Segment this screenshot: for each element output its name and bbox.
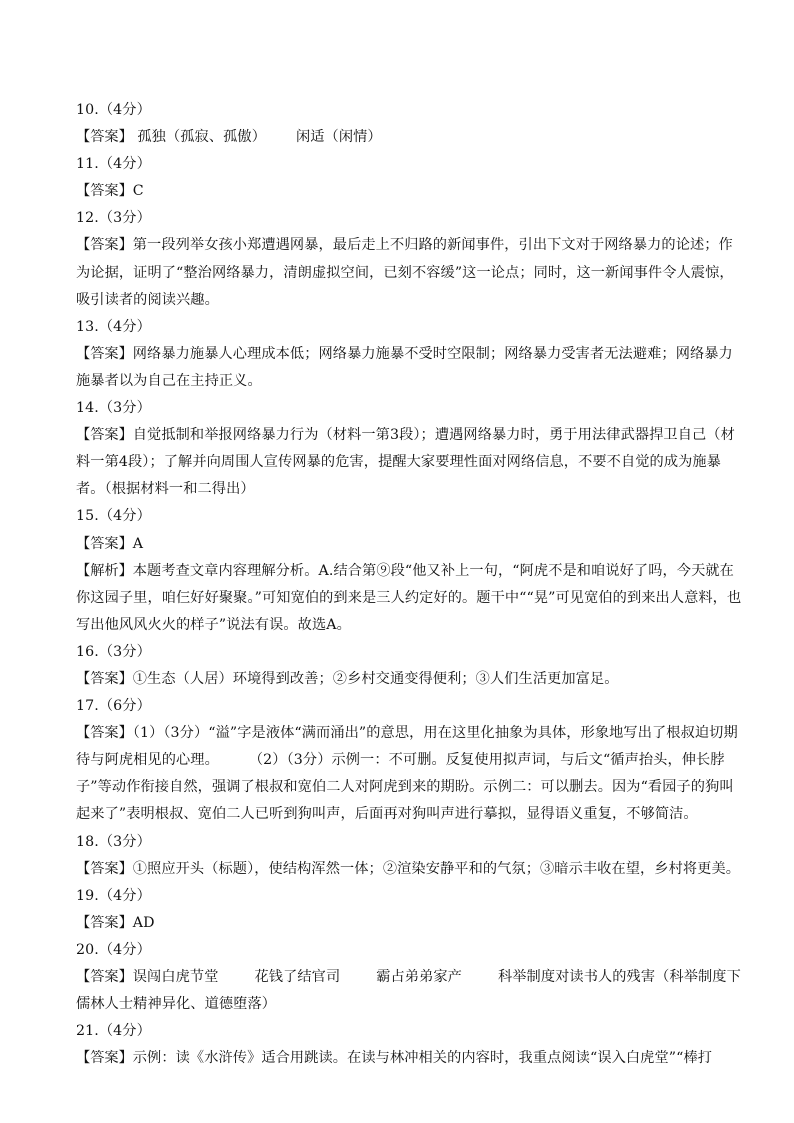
answer-part: 花钱了结官司 (254, 969, 341, 985)
question-number: 10.（4分） (76, 102, 151, 118)
answer-text: 网络暴力施暴人心理成本低；网络暴力施暴不受时空限制；网络暴力受害者无法避难；网络暴力施暴者以为自己在主持正义。 (76, 345, 733, 389)
answer-label: 【答案】 (76, 969, 133, 985)
analysis-text: 本题考查文章内容理解分析。A.结合第⑨段“他又补上一句，“阿虎不是和咱说好了吗，今天就在你这园子里，咱仨好好聚聚。”可知宽伯的到来是三人约定好的。题干中““晃”可见宽伯的到来出人意料，也写出他风风火火的样子”说法有误。故选A。 (76, 562, 742, 633)
question-number: 15.（4分） (76, 508, 151, 525)
answer-part: 闲适（闲情） (295, 129, 382, 146)
question-number: 21.（4分） (76, 1023, 151, 1040)
answer-label: 【答案】 (76, 427, 133, 444)
question-number: 17.（6分） (76, 698, 151, 715)
answer-paragraph (76, 856, 746, 883)
answer-part: 误闯白虎节堂 (132, 969, 219, 985)
answer-line (76, 178, 746, 205)
analysis-label: 【解析】 (76, 562, 133, 579)
answer-text: 自觉抵制和举报网络暴力行为（材料一第3段）；遭遇网络暴力时，勇于用法律武器捍卫自己（材料一第4段）；了解并向周围人宣传网暴的危害，提醒大家要理性面对网络信息，不要不自觉的成为施暴者。（根据材料一和二得出） (76, 427, 735, 498)
question-number: 14.（3分） (76, 400, 151, 417)
answer-text: ①照应开头（标题），使结构浑然一体；②渲染安静平和的气氛；③暗示丰收在望，乡村将更美。 (132, 860, 741, 877)
answer-paragraph (76, 964, 746, 1018)
answer-text: C (132, 183, 144, 200)
answer-paragraph (76, 666, 746, 693)
answer-label: 【答案】 (76, 183, 133, 200)
answer-label: 【答案】 (76, 914, 133, 931)
answer-paragraph (76, 341, 746, 395)
answer-text: A (132, 535, 144, 552)
answer-label: 【答案】 (76, 860, 133, 877)
answer-label: 【答案】 (76, 1050, 133, 1067)
answer-label: 【答案】 (76, 237, 133, 254)
answer-line (76, 531, 746, 558)
answer-text: 示例：读《水浒传》适合用跳读。在读与林冲相关的内容时，我重点阅读“误入白虎堂”“棒打 (132, 1050, 713, 1067)
question-number: 19.（4分） (76, 887, 151, 904)
answer-label: 【答案】 (76, 345, 133, 362)
answer-paragraph (76, 1045, 746, 1072)
answer-label: 【答案】 (76, 535, 133, 552)
question-number: 20.（4分） (76, 941, 151, 958)
answer-sheet (76, 97, 746, 1072)
analysis-paragraph (76, 558, 746, 639)
answer-part: 科举制度对读书人的残害（科举制度下儒林人士精神异化、道德堕落） (76, 969, 741, 1013)
answer-paragraph (76, 422, 746, 503)
answer-part: （1）（3分）“溢”字是液体“满而涌出”的意思，用在这里化抽象为具体，形象地写出了根叔迫切期待与阿虎相见的心理。 (76, 725, 738, 769)
answer-label: 【答案】 (76, 670, 133, 687)
answer-paragraph (76, 720, 746, 828)
answer-label: 【答案】 (76, 129, 133, 146)
question-number: 13.（4分） (76, 318, 151, 335)
answer-part: 孤独（孤寂、孤傲） (137, 129, 266, 146)
answer-line (76, 124, 746, 151)
answer-line (76, 910, 746, 937)
question-number: 18.（3分） (76, 833, 151, 850)
question-number: 16.（3分） (76, 643, 151, 660)
answer-label: 【答案】 (76, 725, 133, 742)
question-number: 11.（4分） (76, 156, 151, 173)
question-number: 12.（3分） (76, 210, 151, 227)
answer-part: （2）（3分）示例一：不可删。反复使用拟声词，与后文“循声抬头，伸长脖子”等动作衔接自然，强调了根叔和宽伯二人对阿虎到来的期盼。示例二：可以删去。因为“看园子的狗叫起来了”表明根叔、宽伯二人已听到狗叫声，后面再对狗叫声进行摹拟，显得语义重复，不够简洁。 (76, 752, 734, 823)
answer-part: 霸占弟弟家产 (376, 969, 462, 985)
answer-paragraph (76, 232, 746, 313)
answer-text: AD (132, 914, 155, 931)
answer-text: ①生态（人居）环境得到改善；②乡村交通变得便利；③人们生活更加富足。 (132, 670, 619, 687)
answer-text: 第一段列举女孩小郑遭遇网暴，最后走上不归路的新闻事件，引出下文对于网络暴力的论述；作为论据，证明了“整治网络暴力，清朗虚拟空间，已刻不容缓”这一论点；同时，这一新闻事件令人震惊，吸引读者的阅读兴趣。 (76, 237, 734, 308)
